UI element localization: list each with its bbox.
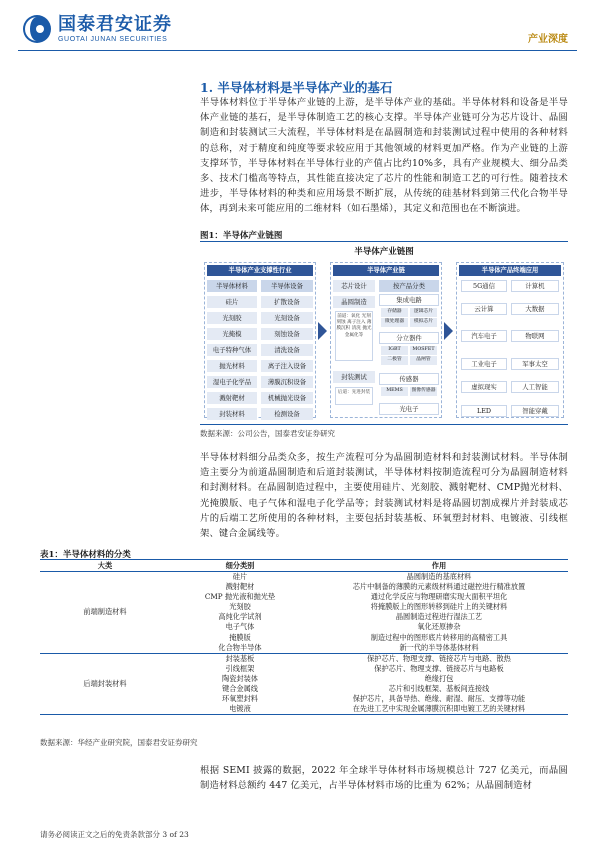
support-material-cell: 硅片	[207, 296, 257, 308]
industry-chain-diagram	[200, 244, 568, 422]
support-material-cell: 光掩模	[207, 328, 257, 340]
paragraph-classification: 半导体材料细分品类众多，按生产流程可分为晶圆制造材料和封装测试材料。半导体制造主要分为前道晶圆制造和后道封装测试，半导体材料按制造流程可分为晶圆制造材料和封测材料。在晶圆制造过程中，主要使用硅片、光刻胶、溅射靶材、CMP抛光材料、光掩膜版、电子气体和湿电子化学品等；封装测试材料是将晶圆切割成裸片并封装成芯片的后端工艺所使用的各种材料，主要包括封装基板、环氧塑封材料、电镀液、引线框架、键合金属线等。	[200, 452, 568, 540]
table-function-cell: 在先进工艺中实现金属薄膜沉积即电镀工艺的关键材料	[310, 704, 568, 715]
end-applications-header: 半导体产品终端应用	[459, 265, 561, 276]
discrete-box: 分立器件	[379, 332, 439, 344]
ic-subtype-chip: 逻辑芯片	[410, 308, 437, 317]
materials-table	[40, 559, 568, 715]
table-function-cell: 晶圆制造的基底材料	[406, 572, 472, 581]
support-material-cell: 溅射靶材	[207, 392, 257, 404]
product-category-box: 按产品分类	[379, 280, 439, 292]
support-equipment-cell: 薄膜沉积设备	[261, 376, 313, 388]
table-subcategory-cell: CMP 抛光液和抛光垫	[204, 592, 276, 602]
ic-subtype-chip: 微处理器	[381, 318, 408, 327]
application-cell: 5G通信	[461, 280, 507, 292]
diagram-title: 半导体产业链图	[354, 247, 414, 257]
application-cell: 工业电子	[461, 358, 507, 370]
support-equipment-cell: 离子注入设备	[261, 360, 313, 372]
support-industries-panel	[204, 262, 316, 418]
industry-chain-panel	[330, 262, 442, 418]
discrete-subtype-chip: 晶闸管	[410, 356, 437, 365]
table-subcategory-cell: 封装基板	[225, 653, 255, 663]
table-function-cell: 保护芯片，具备导热、绝缘、耐湿、耐压、支撑等功能	[352, 694, 526, 704]
end-applications-panel	[456, 262, 564, 418]
support-material-cell: 半导体材料	[207, 280, 257, 292]
support-equipment-cell: 光刻设备	[261, 312, 313, 324]
table-row	[40, 572, 568, 583]
table-subcategory-cell: 电镀液	[170, 704, 310, 715]
paragraph-intro: 半导体材料位于半导体产业链的上游，是半导体产业的基础。半导体材料和设备是半导体产业链的基石，是半导体制造工艺的核心支撑。半导体产业链可分为芯片设计、晶圆制造和封装测试三大流程，半导体材料是在晶圆制造和封装测试过程中使用的各种材料的总称，对于精度和纯度等要求较应用于其他领域的材料更加严格。作为产业链的上游支撑环节，半导体材料在半导体行业的产值占比约10%多，具有产业规模大、细分品类多、技术门槛高等特点，其性能直接决定了芯片的性能和制造工艺的可行性。随着技术进步，半导体材料的种类和应用场景不断扩展，从传统的硅基材料到第三代化合物半导体，再到未来可能应用的二维材料（如石墨烯），其定义和范围也在不断演进。	[200, 97, 568, 215]
table-function-cell: 晶圆制造过程进行湿法工艺	[395, 612, 483, 622]
table-caption: 表1：半导体材料的分类	[40, 550, 131, 560]
backend-process-note: 后道：先进封装	[335, 387, 373, 405]
sensor-box: 传感器	[379, 373, 439, 385]
section-heading: 1. 半导体材料是半导体产业的基石	[200, 80, 393, 95]
table-subcategory-cell: 电子气体	[225, 622, 255, 632]
table-function-cell: 将掩膜版上的图形转移到硅片上的关键材料	[370, 602, 508, 612]
discrete-subtype-chip: IGBT	[381, 346, 408, 355]
arrow-right-icon	[444, 322, 453, 340]
sensor-subtype-chip: MEMS	[381, 387, 408, 396]
support-material-cell: 湿电子化学品	[207, 376, 257, 388]
application-cell: 军事太空	[511, 358, 559, 370]
support-equipment-cell: 清洗设备	[261, 344, 313, 356]
chip-design-box: 芯片设计	[333, 280, 375, 292]
arrow-right-icon	[318, 322, 327, 340]
logo-name-en: GUOTAI JUNAN SECURITIES	[58, 35, 168, 43]
figure-source: 数据来源：公司公告，国泰君安证券研究	[200, 429, 335, 438]
wafer-fab-box: 晶圆制造	[333, 296, 375, 308]
application-cell: 大数据	[511, 303, 559, 315]
ic-subtype-chip: 模拟芯片	[410, 318, 437, 327]
application-cell: 云计算	[461, 303, 507, 315]
support-industries-header: 半导体产业支撑性行业	[207, 265, 313, 276]
paragraph-market: 根据 SEMI 披露的数据，2022 年全球半导体材料市场规模总计 727 亿美元，而晶圆制造材料总额约 447 亿美元，占半导体材料市场的比重为 62%；从晶圆制造材	[200, 765, 568, 792]
table-function-cell: 芯片中制备的薄膜的元素级材料通过磁控进行精准放置	[352, 582, 526, 592]
report-type-label: 产业深度	[528, 34, 568, 45]
company-logo	[22, 14, 172, 44]
table-subcategory-cell: 键合金属线	[222, 684, 258, 694]
table-header-function: 作用	[310, 560, 568, 572]
table-header-category: 大类	[40, 560, 170, 572]
application-cell: 汽车电子	[461, 330, 507, 342]
table-header-subcategory: 细分类别	[170, 560, 310, 572]
ic-box: 集成电路	[379, 294, 439, 306]
application-cell: 物联网	[511, 330, 559, 342]
support-material-cell: 电子特种气体	[207, 344, 257, 356]
application-cell: 智能穿戴	[511, 405, 559, 417]
table-subcategory-cell: 掩膜版	[229, 632, 251, 642]
table-function-cell: 芯片和引线框架、基板间连接线	[388, 684, 490, 694]
logo-name-cn: 国泰君安证券	[58, 13, 172, 35]
support-equipment-cell: 检测设备	[261, 408, 313, 420]
table-function-cell: 绝缘打包	[424, 673, 454, 683]
table-function-cell: 保护芯片、物理支撑、链接芯片与电路、散热	[367, 653, 511, 663]
discrete-subtype-chip: 二极管	[381, 356, 408, 365]
ic-subtype-chip: 存储器	[381, 308, 408, 317]
support-material-cell: 抛光材料	[207, 360, 257, 372]
application-cell: LED	[461, 405, 507, 417]
table-function-cell: 氧化还原掺杂	[417, 622, 461, 632]
support-material-cell: 封装材料	[207, 408, 257, 420]
table-function-cell: 制造过程中的图形底片转移用的高精密工具	[370, 632, 508, 642]
application-cell: 计算机	[511, 280, 559, 292]
support-equipment-cell: 刻蚀设备	[261, 328, 313, 340]
figure-bottom-rule	[200, 424, 568, 425]
table-group-cell: 前端制造材料	[40, 572, 170, 654]
support-equipment-cell: 半导体设备	[261, 280, 313, 292]
table-subcategory-cell: 陶瓷封装体	[222, 673, 258, 683]
table-subcategory-cell: 引线框架	[225, 663, 255, 673]
table-subcategory-cell: 环氧塑封料	[222, 694, 258, 704]
table-function-cell: 新一代的半导体基体材料	[310, 643, 568, 654]
industry-chain-header: 半导体产业链	[333, 265, 439, 276]
page-footer: 请务必阅读正文之后的免责条款部分 3 of 23	[40, 830, 189, 839]
table-subcategory-cell: 光刻胶	[229, 602, 251, 612]
table-subcategory-cell: 化合物半导体	[170, 643, 310, 654]
figure-caption: 图1：半导体产业链图	[200, 231, 283, 241]
table-function-cell: 通过化学反应与物理研磨实现大面积平坦化	[370, 592, 508, 602]
table-source: 数据来源：华经产业研究院，国泰君安证券研究	[40, 738, 198, 747]
table-subcategory-cell: 硅片	[232, 572, 248, 581]
table-subcategory-cell: 高纯化学试剂	[218, 612, 262, 622]
sensor-subtype-chip: 图像传感器	[410, 387, 437, 396]
support-material-cell: 光刻胶	[207, 312, 257, 324]
table-subcategory-cell: 溅射靶材	[225, 582, 255, 592]
package-test-box: 封装测试	[333, 371, 375, 383]
support-equipment-cell: 扩散设备	[261, 296, 313, 308]
application-cell: 人工智能	[511, 381, 559, 393]
logo-mark-icon	[22, 14, 52, 44]
table-group-cell: 后端封装材料	[40, 653, 170, 715]
support-equipment-cell: 机械抛光设备	[261, 392, 313, 404]
table-row	[40, 653, 568, 664]
table-function-cell: 保护芯片、物理支撑、链接芯片与电路板	[374, 663, 504, 673]
frontend-process-note: 前道：氧化 光刻 刻蚀 离子注入 薄膜沉积 清洗 抛光 金属化等	[335, 311, 373, 361]
discrete-subtype-chip: MOSFET	[410, 346, 437, 355]
header-divider	[18, 50, 577, 51]
application-cell: 虚拟现实	[461, 381, 507, 393]
optoelectronics-box: 光电子	[379, 403, 439, 415]
figure-top-rule	[200, 241, 568, 242]
